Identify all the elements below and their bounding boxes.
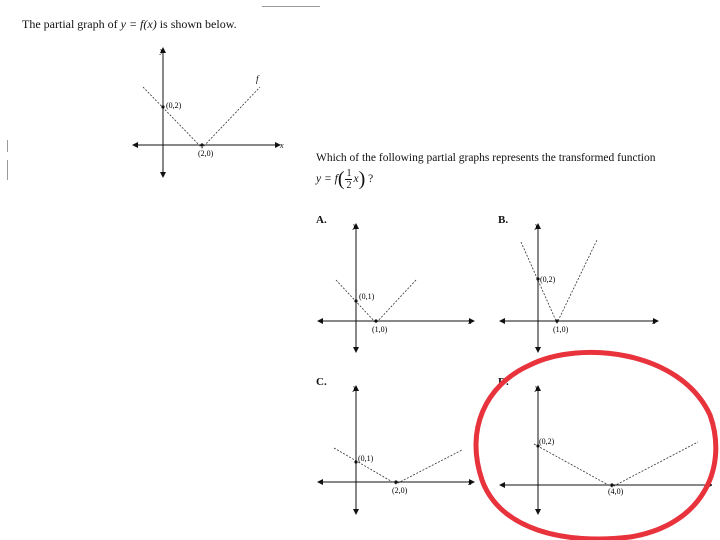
margin-mark bbox=[7, 140, 8, 152]
intro-suffix: is shown below. bbox=[159, 17, 237, 31]
curve-label: f bbox=[256, 74, 259, 84]
option-b-curve bbox=[521, 240, 597, 323]
intro-text bbox=[22, 17, 237, 32]
point-marker bbox=[161, 105, 164, 108]
point-label-b: (1,0) bbox=[553, 325, 569, 334]
point-label-b: (1,0) bbox=[372, 325, 388, 334]
point-marker bbox=[374, 319, 377, 322]
option-a-curve bbox=[336, 280, 416, 323]
formula-var: x bbox=[353, 173, 359, 186]
option-c-letter: C. bbox=[316, 376, 327, 388]
scan-top-rule bbox=[262, 6, 320, 7]
option-c-graph[interactable] bbox=[316, 384, 478, 516]
formula-qmark: ? bbox=[368, 173, 374, 186]
point-label-a: (0,2) bbox=[540, 275, 556, 284]
x-axis-label: x bbox=[468, 317, 472, 326]
point-label-a: (0,1) bbox=[358, 454, 374, 463]
answer-circle-annotation bbox=[470, 345, 720, 540]
original-graph bbox=[130, 45, 290, 180]
y-axis-label: y bbox=[353, 384, 357, 392]
point-label-b: (2,0) bbox=[392, 486, 408, 495]
point-label-a: (0,2) bbox=[166, 101, 182, 110]
option-d-letter: D. bbox=[498, 376, 509, 388]
y-axis-label: y bbox=[160, 46, 164, 55]
point-marker bbox=[200, 143, 203, 146]
point-marker bbox=[394, 480, 397, 483]
option-b-graph[interactable] bbox=[498, 222, 660, 354]
x-axis-label: x bbox=[280, 141, 284, 150]
y-axis-label: y bbox=[353, 222, 357, 230]
point-label-a: (0,1) bbox=[359, 292, 375, 301]
question-formula: y = f( $\frac{1}{2}$ x) ? bbox=[316, 168, 374, 191]
formula-fraction: $\frac{1}{2}$ bbox=[346, 168, 352, 191]
point-marker bbox=[354, 299, 357, 302]
option-c-curve bbox=[334, 448, 462, 484]
question-text: Which of the following partial graphs represents the transformed function bbox=[316, 152, 656, 164]
point-label-a: (0,2) bbox=[539, 437, 555, 446]
option-b-letter: B. bbox=[498, 214, 509, 226]
point-label-b: (4,0) bbox=[608, 487, 624, 496]
point-marker bbox=[555, 319, 558, 322]
red-circle-stroke bbox=[476, 352, 716, 539]
intro-prefix: The partial graph of bbox=[22, 17, 118, 31]
graph-f-curve bbox=[143, 87, 260, 148]
y-axis-label: y bbox=[535, 222, 539, 230]
y-axis-label: y bbox=[535, 384, 539, 392]
option-a-letter: A. bbox=[316, 214, 327, 226]
point-label-b: (2,0) bbox=[198, 149, 214, 158]
x-axis-label: x bbox=[652, 317, 656, 326]
margin-mark bbox=[7, 160, 8, 180]
option-a-graph[interactable] bbox=[316, 222, 478, 354]
x-axis-label: x bbox=[468, 478, 472, 487]
formula-lhs: y = f bbox=[316, 173, 338, 186]
intro-equation: y = f(x) bbox=[120, 17, 157, 31]
